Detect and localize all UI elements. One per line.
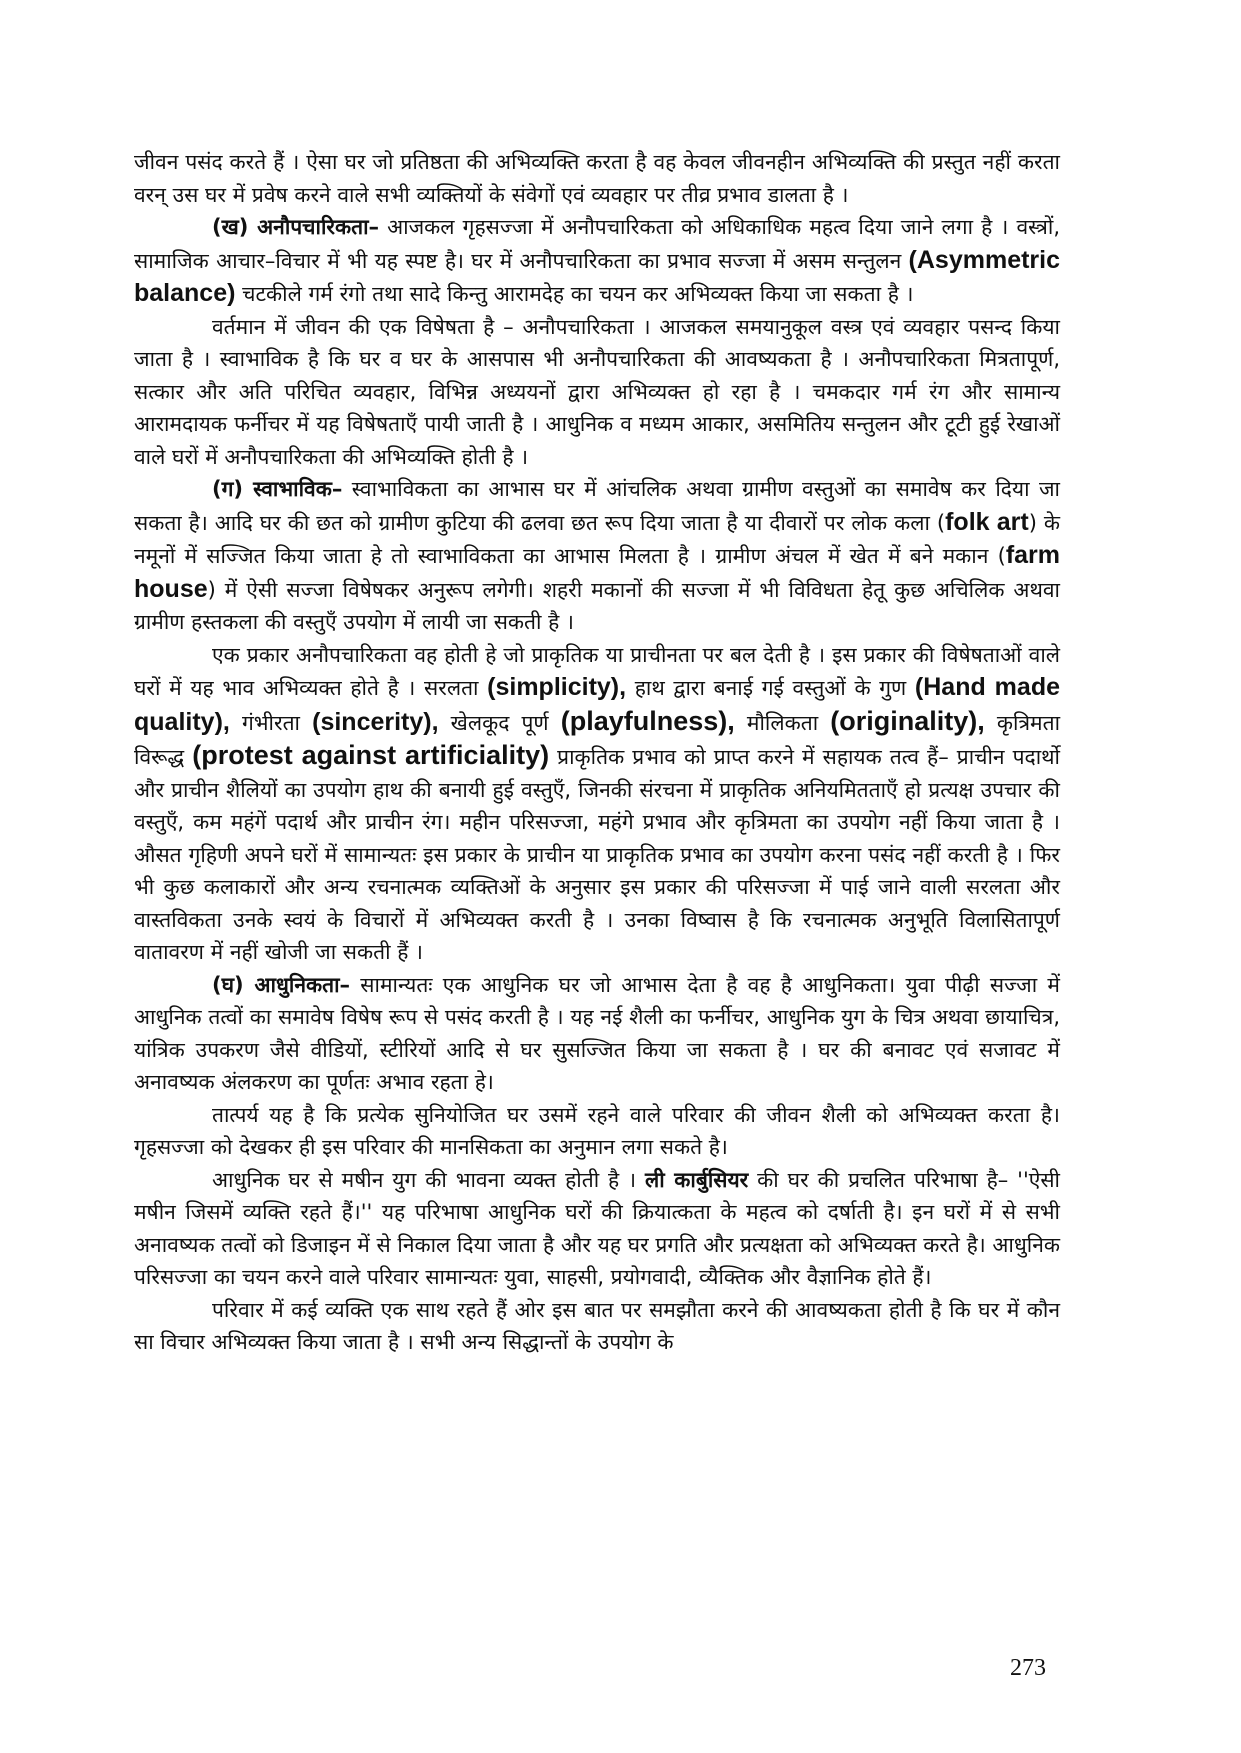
paragraph-9: परिवार में कई व्यक्ति एक साथ रहते हैं ओर इस बात पर समझौता करने की आवष्यकता होती है कि घर में कौन सा विचार अभिव्यक्त किया जाता है । सभी अन्य सिद्धान्तों के उपयोग के bbox=[134, 1297, 1060, 1354]
paragraph-text: कृत्रिमता विरूद्ध bbox=[134, 710, 1061, 769]
paragraph-text: मौलिकता bbox=[734, 710, 831, 735]
section-heading-modern: (घ) आधुनिकता– bbox=[212, 972, 351, 997]
paragraph-text: सामान्यतः एक आधुनिक घर जो आभास देता है वह है आधुनिकता। युवा पीढ़ी सज्जा में आधुनिक तत्वों का समावेष विषेष रूप से पसंद करती है । यह नई शैली का फर्नीचर, आधुनिक युग के चित्र अथवा छायाचित्र, यांत्रिक उपकरण जैसे वीडियों, स्टीरियों आदि से घर सुसज्जित किया जा सकता है । घर की बनावट एवं सजावट में अनावष्यक अंलकरण का पूर्णतः अभाव रहता हे। bbox=[134, 972, 1060, 1094]
english-term: (playfulness), bbox=[560, 705, 735, 736]
english-term: (originality), bbox=[830, 705, 985, 736]
paragraph-8 bbox=[134, 1164, 1060, 1294]
body-text bbox=[134, 146, 1060, 1359]
english-term: (Asymmetric balance) bbox=[134, 245, 1060, 307]
paragraph-text: चटकीले गर्म रंगो तथा सादे किन्तु आरामदेह का चयन कर अभिव्यक्त किया जा सकता है । bbox=[235, 282, 914, 306]
paragraph-1: जीवन पसंद करते हैं । ऐसा घर जो प्रतिष्ठता की अभिव्यक्ति करता है वह केवल जीवनहीन अभिव्यक्ति की प्रस्तुत नहीं करता वरन् उस घर में प्रवेष करने वाले सभी व्यक्तियों के संवेगों एवं व्यवहार पर तीव्र प्रभाव डालता है । bbox=[134, 150, 1060, 207]
english-term: farm house bbox=[134, 541, 1060, 603]
paragraph-text: प्राकृतिक प्रभाव को प्राप्त करने में सहायक तत्व हैं– प्राचीन पदार्थो और प्राचीन शैलियों का उपयोग हाथ की बनायी हुई वस्तुएँ, जिनकी संरचना में प्राकृतिक अनियमितताएँ हो प्रत्यक्ष उपचार की वस्तुएँ, कम महंगें पदार्थ और प्राचीन रंग। महीन परिसज्जा, महंगे प्रभाव और कृत्रिमता का उपयोग नहीं किया जाता है । औसत गृहिणी अपने घरों में सामान्यतः इस प्रकार के प्राचीन या प्राकृतिक प्रभाव का उपयोग करना पसंद नहीं करती है । फिर भी कुछ कलाकारों और अन्य रचनात्मक व्यक्तिओं के अनुसार इस प्रकार की परिसज्जा में पाई जाने वाली सरलता और वास्तविकता उनके स्वयं के विचारों में अभिव्यक्त करती है । उनका विष्वास है कि रचनात्मक अनुभूति विलासितापूर्ण वातावरण में नहीं खोजी जा सकती हैं । bbox=[134, 745, 1060, 964]
paragraph-5 bbox=[134, 639, 1060, 969]
paragraph-text: की घर की प्रचलित परिभाषा है– ''ऐसी मषीन जिसमें व्यक्ति रहते हैं।'' यह परिभाषा आधुनिक घरों की क्रियात्कता के महत्व को दर्षाती है। इन घरों में से सभी अनावष्यक तत्वों को डिजाइन में से निकाल दिया जाता है और यह घर प्रगति और प्रत्यक्षता को अभिव्यक्त करते है। आधुनिक परिसज्जा का चयन करने वाले परिवार सामान्यतः युवा, साहसी, प्रयोगवादी, व्यैक्तिक और वैज्ञानिक होते हैं। bbox=[134, 1167, 1060, 1289]
paragraph-text: हाथ द्वारा बनाई गई वस्तुओं के गुण bbox=[626, 676, 915, 700]
english-term: (protest against artificiality) bbox=[192, 740, 550, 770]
paragraph-text: आजकल गृहसज्जा में अनौपचारिकता को अधिकाधिक महत्व दिया जाने लगा है । वस्त्रों, सामाजिक आचार–विचार में भी यह स्पष्ट है। घर में अनौपचारिकता का प्रभाव सज्जा में असम सन्तुलन bbox=[134, 215, 1060, 273]
paragraph-text: ) के नमूनों में सज्जित किया जाता हे तो स्वाभाविकता का आभास मिलता है । ग्रामीण अंचल में खेत में बने मकान ( bbox=[134, 510, 1061, 568]
paragraph-text: खेलकूद पूर्ण bbox=[438, 710, 561, 735]
english-term: (Hand made quality), bbox=[134, 673, 1060, 736]
english-term: (simplicity), bbox=[487, 673, 627, 701]
paragraph-7: तात्पर्य यह है कि प्रत्येक सुनियोजित घर उसमें रहने वाले परिवार की जीवन शैली को अभिव्यक्त करता है। गृहसज्जा को देखकर ही इस परिवार की मानसिकता का अनुमान लगा सकते है। bbox=[134, 1102, 1060, 1159]
paragraph-text: आधुनिक घर से मषीन युग की भावना व्यक्त होती है । bbox=[212, 1167, 646, 1192]
paragraph-text: स्वाभाविकता का आभास घर में आंचलिक अथवा ग्रामीण वस्तुओं का समावेष कर दिया जा सकता है। आदि घर की छत को ग्रामीण कुटिया की ढलवा छत रूप दिया जाता है या दीवारों पर लोक कला ( bbox=[134, 477, 1060, 535]
person-name: ली कार्बुसियर bbox=[645, 1167, 749, 1192]
paragraph-text: ) में ऐसी सज्जा विषेषकर अनुरूप लगेगी। शहरी मकानों की सज्जा में भी विविधता हेतू कुछ अचिलिक अथवा ग्रामीण हस्तकला की वस्तुएँ उपयोग में लायी जा सकती है । bbox=[134, 577, 1060, 634]
section-heading-informality: (ख) अनौपचारिकता– bbox=[212, 215, 380, 239]
english-term: folk art bbox=[945, 507, 1029, 536]
paragraph-text: एक प्रकार अनौपचारिकता वह होती हे जो प्राकृतिक या प्राचीनता पर बल देती है । इस प्रकार की विषेषताओं वाले घरों में यह भाव अभिव्यक्त होते है । सरलता bbox=[134, 642, 1060, 700]
paragraph-informality bbox=[134, 211, 1060, 311]
paragraph-modern bbox=[134, 969, 1060, 1099]
paragraph-3: वर्तमान में जीवन की एक विषेषता है – अनौपचारिकता । आजकल समयानुकूल वस्त्र एवं व्यवहार पसन्द किया जाता है । स्वाभाविक है कि घर व घर के आसपास भी अनौपचारिकता की आवष्यकता है । अनौपचारिकता मित्रतापूर्ण, सत्कार और अति परिचित व्यवहार, विभिन्न अध्ययनों द्वारा अभिव्यक्त हो रहा है । चमकदार गर्म रंग और सामान्य आरामदायक फर्नीचर में यह विषेषताएँ पायी जाती है । आधुनिक व मध्यम आकार, असमितिय सन्तुलन और टूटी हुई रेखाओं वाले घरों में अनौपचारिकता की अभिव्यक्ति होती है । bbox=[134, 314, 1060, 469]
section-heading-natural: (ग) स्वाभाविक– bbox=[212, 477, 343, 501]
paragraph-text: गंभीरता bbox=[229, 710, 313, 735]
page-number: 273 bbox=[1010, 1655, 1046, 1681]
english-term: (sincerity), bbox=[312, 707, 439, 736]
paragraph-natural bbox=[134, 473, 1060, 639]
